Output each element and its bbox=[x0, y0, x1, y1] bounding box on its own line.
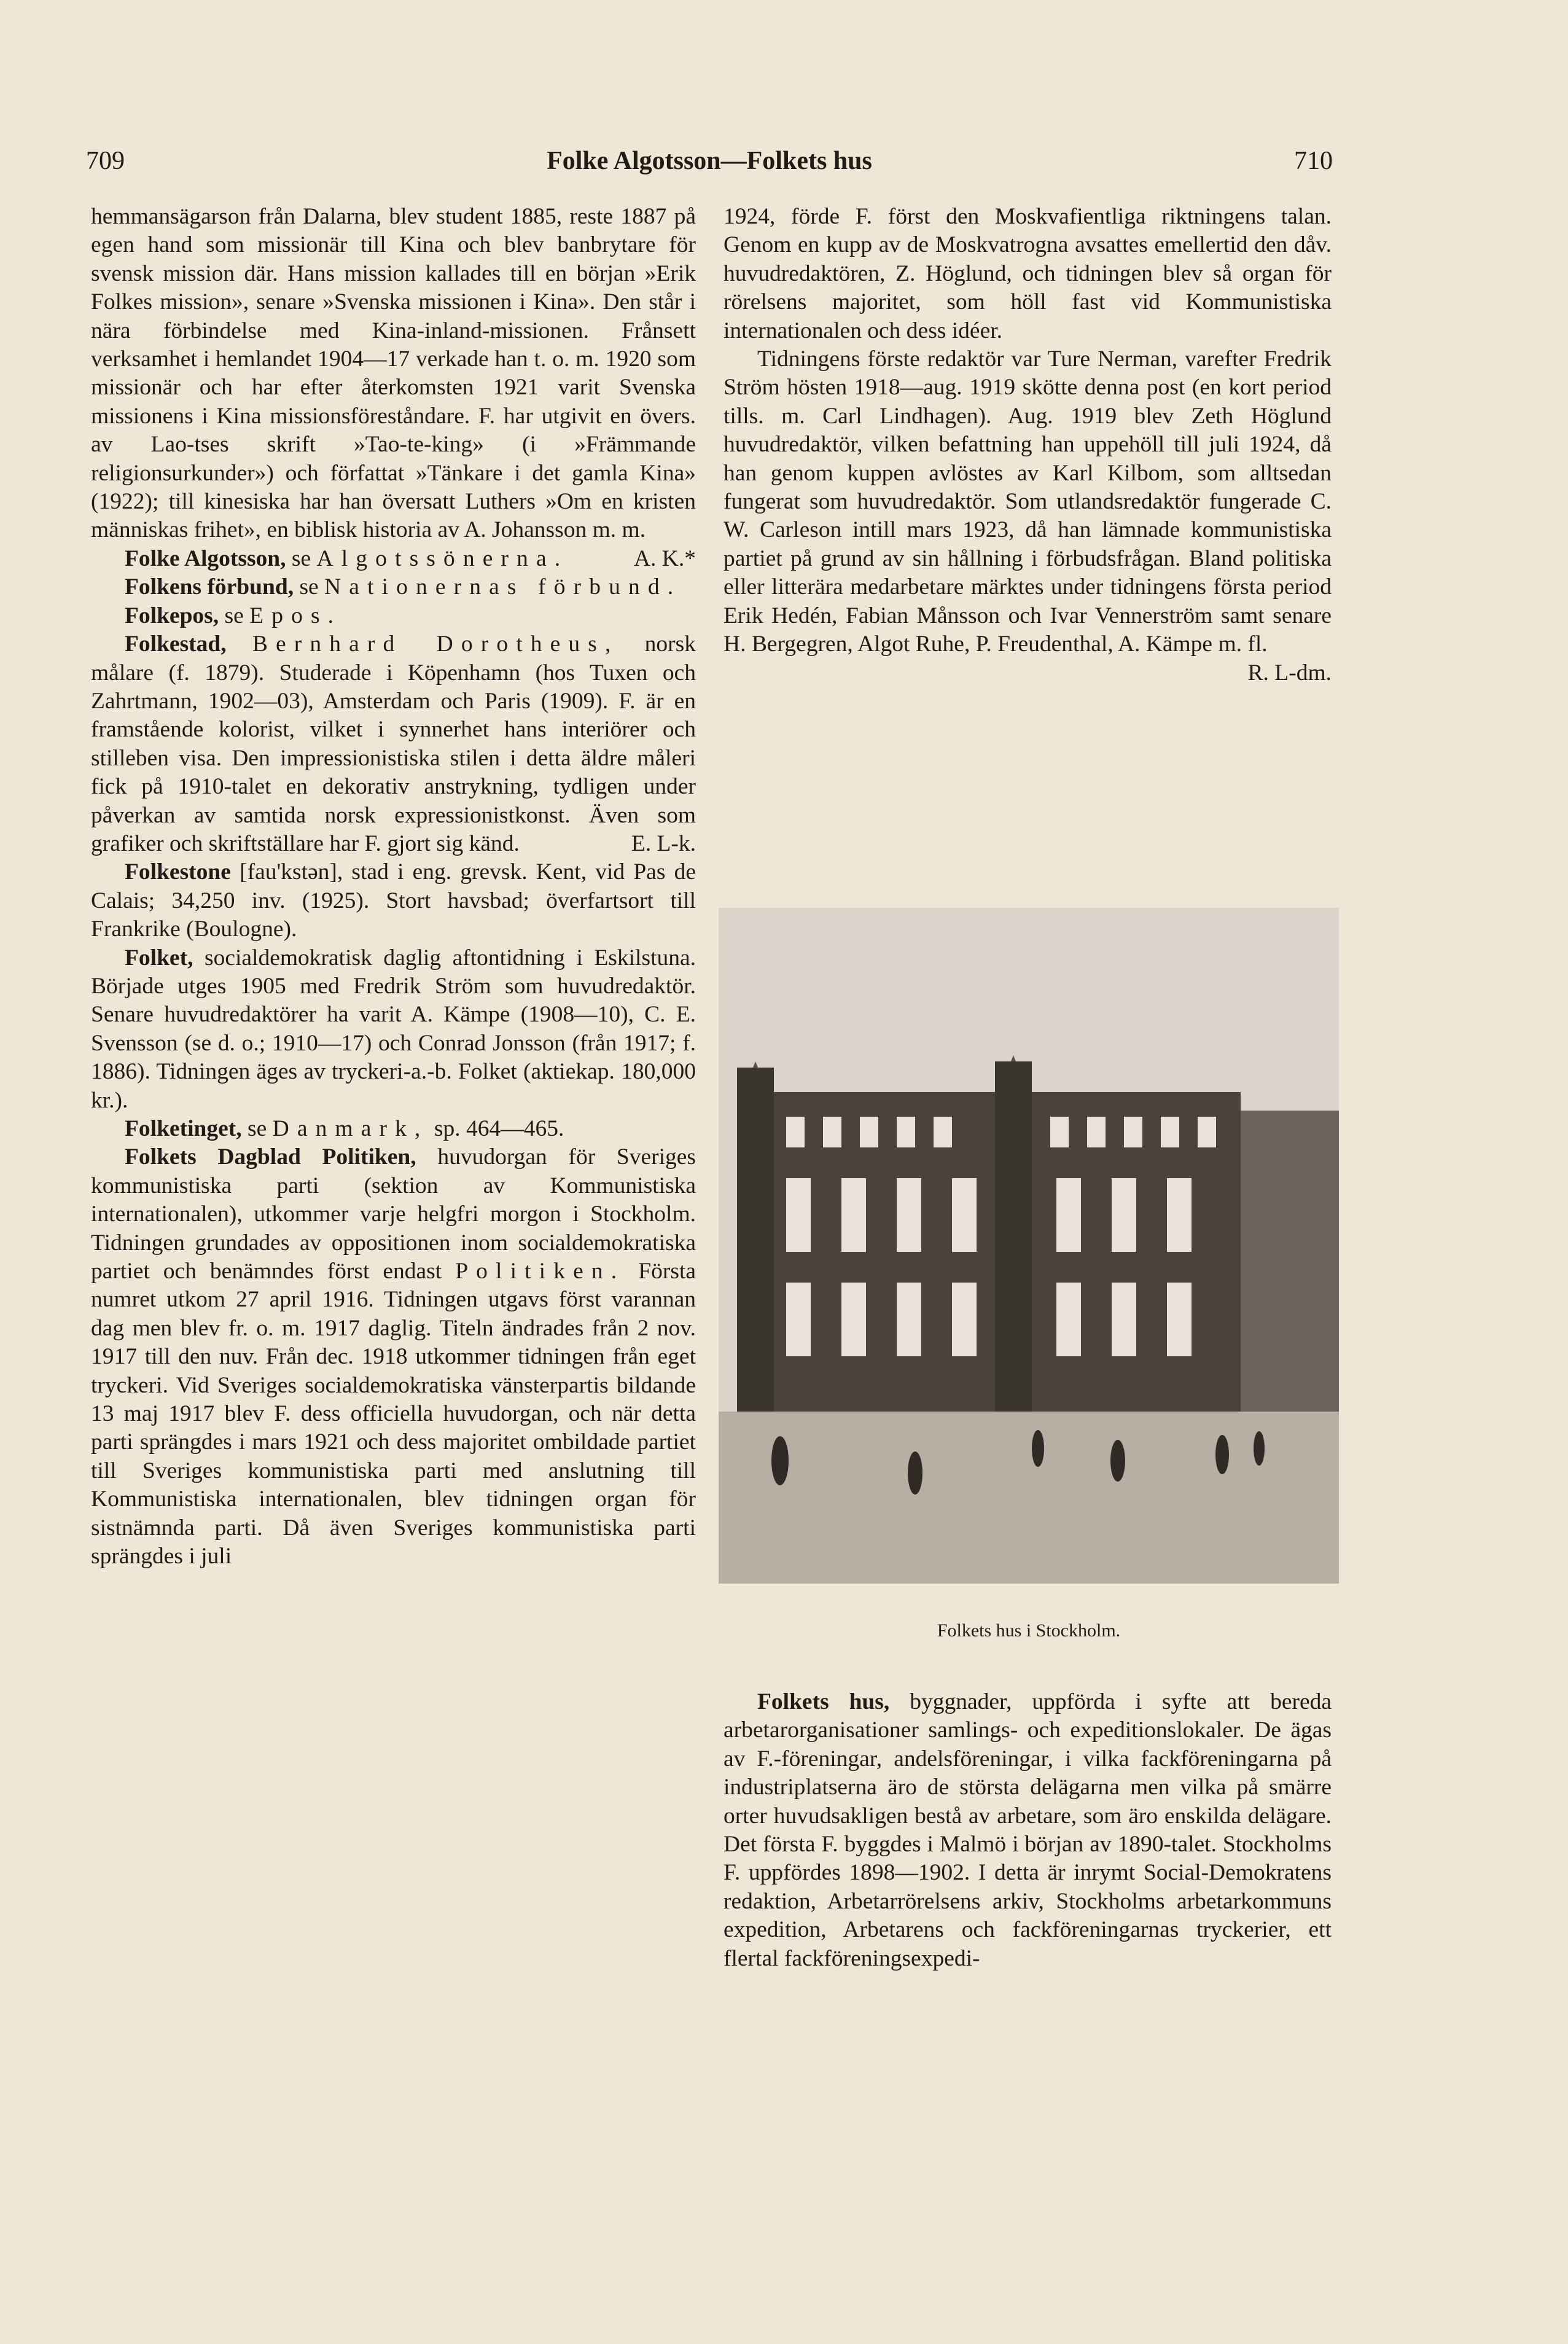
entry-folkepos: Folkepos, se Epos. bbox=[125, 603, 342, 628]
entry-folkens-forbund: Folkens förbund, se Nationernas förbund. bbox=[125, 574, 682, 600]
photo-folkets-hus bbox=[719, 908, 1339, 1584]
entry-folket: Folket, socialdemokratisk daglig aftontidning i Eskilstuna. Började utges 1905 med Fredrik Ström som huvudredaktör. Senare huvudredaktörer ha varit A. Kämpe (1908—10), C. E. Svensson (se d. o.; 1910—17) och Conrad Jonsson (från 1917; f. 1886). Tidningen äges av tryckeri-a.-b. Folket (aktiekap. 180,000 kr.). bbox=[91, 945, 696, 1113]
entry-folkestad: Folkestad, Bernhard Dorotheus, norsk målare (f. 1879). Studerade i Köpenhamn (hos Tuxen och Zahrtmann, 1902—03), Amsterdam och Paris (1909). F. är en framstående kolorist, vilket i synnerhet hans interiörer och stilleben visa. Den impressionistiska stilen i detta äldre måleri fick på 1910-talet en dekorativ anstrykning, tydligen under påverkan av samtida norsk expressionistkonst. Även som grafiker och skriftställare har F. gjort sig känd. E. L-k. bbox=[91, 630, 696, 858]
right-column-bottom bbox=[724, 1688, 1332, 1973]
right-column-top bbox=[724, 203, 1332, 687]
paragraph-editors: Tidningens förste redaktör var Ture Nerman, varefter Fredrik Ström hösten 1918—aug. 1919 skötte denna post (en kort period tills. m. Carl Lindhagen). Aug. 1919 blev Zeth Höglund huvudredaktör, vilken befattning han uppehöll till juli 1924, då han genom kuppen avlöstes av Karl Kilbom, som alltsedan fungerat som huvudredaktör. Som utlandsredaktör fungerade C. W. Carleson intill mars 1923, då han lämnade kommunistiska partiet på grund av sin hållning i förbudsfrågan. Bland politiska eller litterära medarbetare märktes under tidningens första period Erik Hedén, Fabian Månsson och Ivar Vennerström samt senare H. Bergegren, Algot Ruhe, P. Freudenthal, A. Kämpe m. fl. R. L-dm. bbox=[724, 345, 1332, 658]
entry-folke-algotsson: Folke Algotsson, se Algotssönerna. bbox=[125, 545, 569, 571]
page-number-left: 709 bbox=[86, 147, 125, 175]
entry-folketinget: Folketinget, se Danmark, sp. 464—465. bbox=[125, 1116, 564, 1141]
photo-caption: Folkets hus i Stockholm. bbox=[937, 1620, 1121, 1641]
entry-continuation: hemmansägarson från Dalarna, blev student 1885, reste 1887 på egen hand som missionär till Kina och blev banbrytare för svensk mission där. Hans mission kallades till en början »Erik Folkes mission», senare »Svenska missionen i Kina». Den står i nära förbindelse med Kina-inland-missionen. Frånsett verksamhet i hemlandet 1904—17 verkade han t. o. m. 1920 som missionär och har efter återkomsten 1921 varit Svenska missionens i Kina missionsföreståndare. F. har utgivit en övers. av Lao-tses skrift »Tao-te-king» (i »Främmande religionsurkunder») och författat »Tänkare i det gamla Kina» (1922); till kinesiska har han översatt Luthers »Om en kristen människas frihet», en biblisk historia av A. Johansson m. m. A. K.* bbox=[91, 203, 696, 545]
entry-folkestone: Folkestone [fau'kstən], stad i eng. grevsk. Kent, vid Pas de Calais; 34,250 inv. (1925). Stort havsbad; överfartsort till Frankrike (Boulogne). bbox=[91, 859, 696, 942]
signature: R. L-dm. bbox=[1247, 660, 1332, 686]
page-header bbox=[86, 146, 1333, 183]
building-illustration bbox=[719, 908, 1339, 1584]
entry-folkets-hus: Folkets hus, byggnader, uppförda i syfte att bereda arbetarorganisationer samlings- och expeditionslokaler. De ägas av F.-föreningar, andelsföreningar, i vilka fackföreningarna på industriplatserna äro de största delägarna men vilka på smärre orter huvudsakligen bestå av arbetare, som äro enskilda delägare. Det första F. byggdes i Malmö i början av 1890-talet. Stockholms F. uppfördes 1898—1902. I detta är inrymt Social-Demokratens redaktion, Arbetarrörelsens arkiv, Stockholms arbetarkommuns expedition, Arbetarens och fackföreningarnas tryckerier, ett flertal fackföreningsexpedi- bbox=[724, 1689, 1332, 1971]
signature: E. L-k. bbox=[631, 830, 696, 856]
entry-folkets-dagblad: Folkets Dagblad Politiken, huvudorgan för Sveriges kommunistiska parti (sektion av Kommunistiska internationalen), utkommer varje helgfri morgon i Stockholm. Tidningen grundades av oppositionen inom socialdemokratiska partiet och benämndes först endast Politiken. Första numret utkom 27 april 1916. Tidningen utgavs först varannan dag men blev fr. o. m. 1917 daglig. Titeln ändrades från 2 nov. 1917 till den nuv. Från dec. 1918 utkommer tidningen från eget tryckeri. Vid Sveriges socialdemokratiska vänsterpartis bildande 13 maj 1917 blev F. dess officiella huvudorgan, och när detta parti sprängdes i mars 1921 och dess majoritet ombildade partiet till Sveriges kommunistiska parti med anslutning till Kommunistiska internationalen, blev tidningen organ för sistnämnda parti. Då även Sveriges kommunistiska parti sprängdes i juli bbox=[91, 1144, 696, 1569]
entry-continuation-right: 1924, förde F. först den Moskvafientliga riktningens talan. Genom en kupp av de Moskvatrogna avsattes emellertid den dåv. huvudredaktören, Z. Höglund, och tidningen blev så organ för rörelsens majoritet, som höll fast vid Kommunistiska internationalen och dess idéer. bbox=[724, 204, 1332, 343]
signature: A. K.* bbox=[633, 545, 696, 571]
page-number-right: 710 bbox=[1294, 147, 1333, 175]
left-column bbox=[91, 203, 696, 1571]
running-title: Folke Algotsson—Folkets hus bbox=[547, 147, 872, 175]
